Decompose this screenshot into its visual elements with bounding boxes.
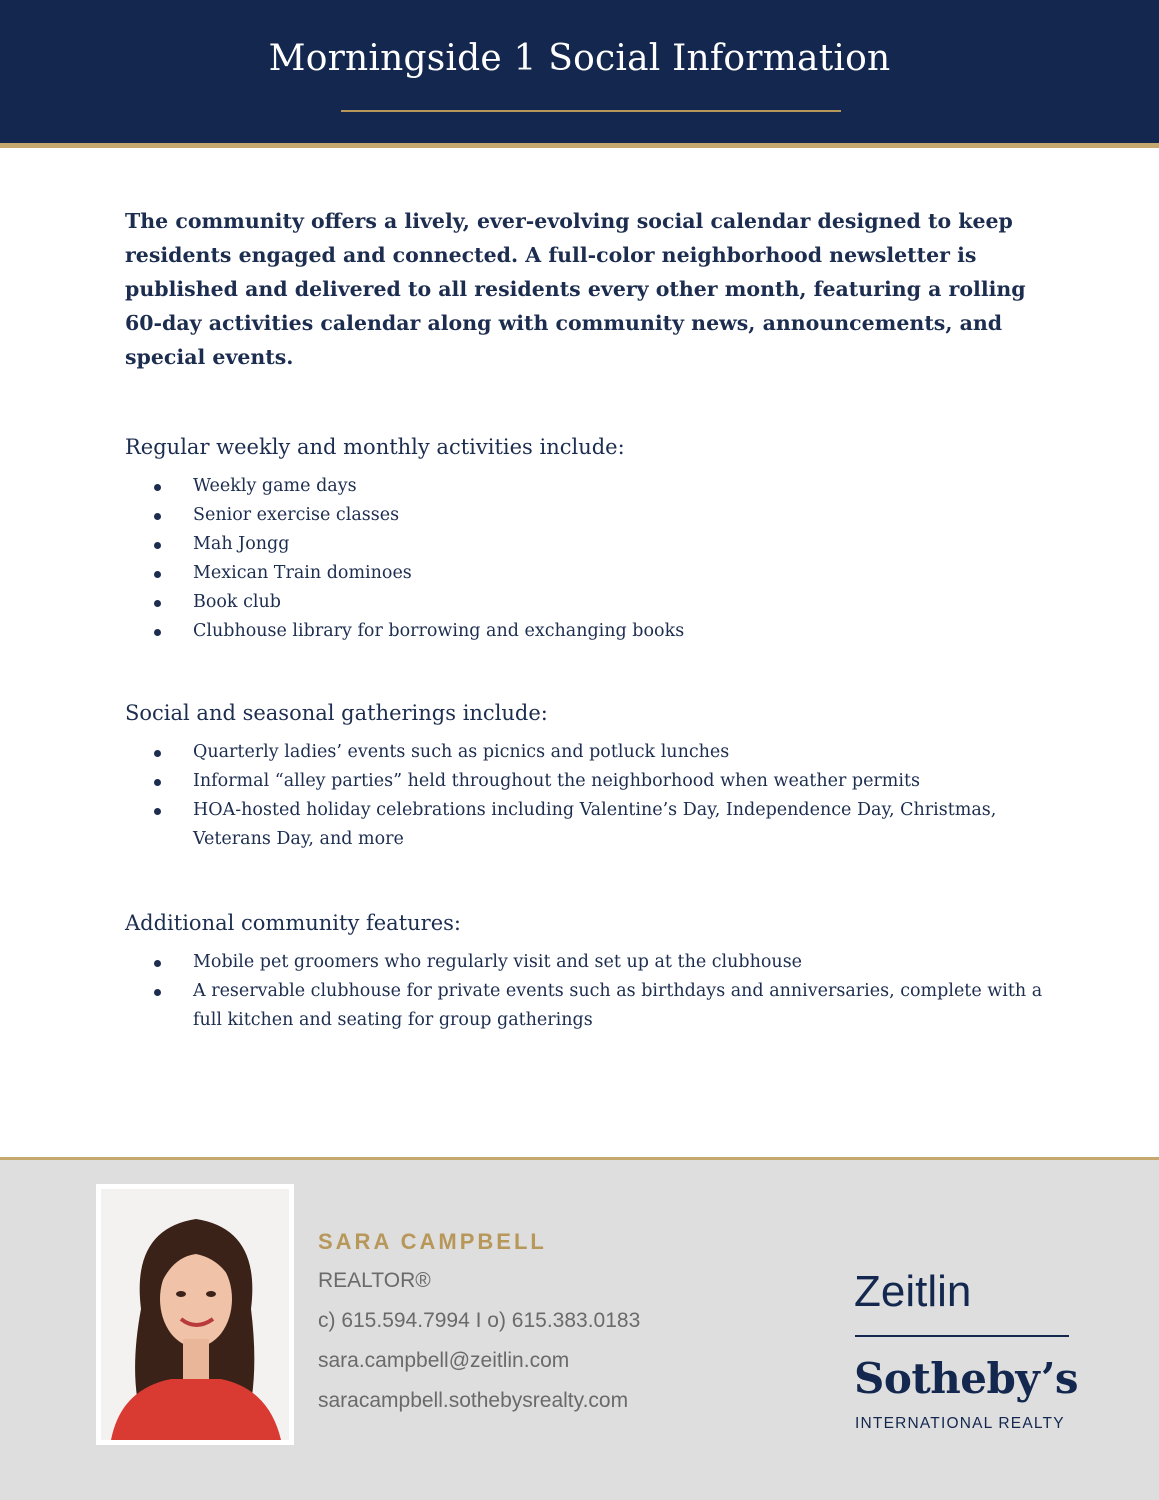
list-item-text: Mexican Train dominoes bbox=[193, 563, 412, 583]
bullet-icon bbox=[154, 989, 161, 996]
section-heading: Additional community features: bbox=[125, 911, 461, 935]
bullet-icon bbox=[154, 750, 161, 757]
list-item-text: Quarterly ladies’ events such as picnics and potluck lunches bbox=[193, 742, 730, 762]
list-item bbox=[125, 617, 1045, 646]
brand-logo-sothebys: Sotheby’s bbox=[854, 1354, 1079, 1403]
list-item-text: A reservable clubhouse for private events such as birthdays and anniversaries, complete with a full kitchen and seating for group gatherings bbox=[193, 981, 1043, 1030]
header-divider bbox=[341, 110, 841, 112]
agent-email-link[interactable]: sara.campbell@zeitlin.com bbox=[318, 1349, 570, 1372]
bullet-icon bbox=[154, 600, 161, 607]
bullet-list bbox=[125, 948, 1045, 1035]
list-item bbox=[125, 796, 1045, 854]
page-header bbox=[0, 0, 1159, 143]
main-content bbox=[125, 204, 1045, 1035]
list-item bbox=[125, 501, 1045, 530]
page-title: Morningside 1 Social Information bbox=[268, 38, 891, 79]
list-item bbox=[125, 530, 1045, 559]
section-gatherings bbox=[125, 698, 1045, 854]
section-features bbox=[125, 908, 1045, 1035]
list-item-text: Book club bbox=[193, 592, 281, 612]
list-item-text: Mah Jongg bbox=[193, 534, 290, 554]
bullet-icon bbox=[154, 484, 161, 491]
list-item-text: HOA-hosted holiday celebrations including Valentine’s Day, Independence Day, Christmas, Veterans Day, and more bbox=[193, 800, 997, 849]
section-heading: Social and seasonal gatherings include: bbox=[125, 701, 548, 725]
list-item bbox=[125, 977, 1045, 1035]
list-item-text: Weekly game days bbox=[193, 476, 357, 496]
list-item bbox=[125, 588, 1045, 617]
bullet-icon bbox=[154, 629, 161, 636]
agent-footer bbox=[0, 1157, 1159, 1500]
list-item-text: Mobile pet groomers who regularly visit and set up at the clubhouse bbox=[193, 952, 803, 972]
bullet-icon bbox=[154, 542, 161, 549]
footer-gold-border bbox=[0, 1157, 1159, 1160]
intro-paragraph: The community offers a lively, ever-evolving social calendar designed to keep residents engaged and connected. A full-color neighborhood newsletter is published and delivered to all residents every other month, featuring a rolling 60-day activities calendar along with community news, announcements, and special events. bbox=[125, 209, 1026, 369]
brand-logo-subtitle: INTERNATIONAL REALTY bbox=[855, 1415, 1065, 1432]
brand-logo-zeitlin: Zeitlin bbox=[854, 1267, 972, 1316]
bullet-icon bbox=[154, 960, 161, 967]
header-gold-border bbox=[0, 143, 1159, 148]
brand-divider bbox=[855, 1335, 1069, 1337]
section-activities bbox=[125, 432, 1045, 646]
list-item-text: Informal “alley parties” held throughout the neighborhood when weather permits bbox=[193, 771, 921, 791]
agent-phones: c) 615.594.7994 I o) 615.383.0183 bbox=[318, 1309, 641, 1332]
list-item-text: Senior exercise classes bbox=[193, 505, 400, 525]
bullet-icon bbox=[154, 779, 161, 786]
bullet-icon bbox=[154, 513, 161, 520]
bullet-list bbox=[125, 472, 1045, 646]
agent-website-link[interactable]: saracampbell.sothebysrealty.com bbox=[318, 1389, 629, 1412]
list-item bbox=[125, 472, 1045, 501]
bullet-icon bbox=[154, 571, 161, 578]
bullet-icon bbox=[154, 808, 161, 815]
list-item bbox=[125, 948, 1045, 977]
bullet-list bbox=[125, 738, 1045, 854]
list-item bbox=[125, 559, 1045, 588]
agent-title: REALTOR® bbox=[318, 1269, 431, 1292]
list-item bbox=[125, 738, 1045, 767]
agent-photo bbox=[101, 1189, 289, 1440]
list-item bbox=[125, 767, 1045, 796]
agent-portrait-icon bbox=[101, 1189, 289, 1440]
agent-photo-frame bbox=[96, 1184, 294, 1445]
agent-name: SARA CAMPBELL bbox=[318, 1229, 547, 1254]
list-item-text: Clubhouse library for borrowing and exchanging books bbox=[193, 621, 685, 641]
section-heading: Regular weekly and monthly activities include: bbox=[125, 435, 625, 459]
